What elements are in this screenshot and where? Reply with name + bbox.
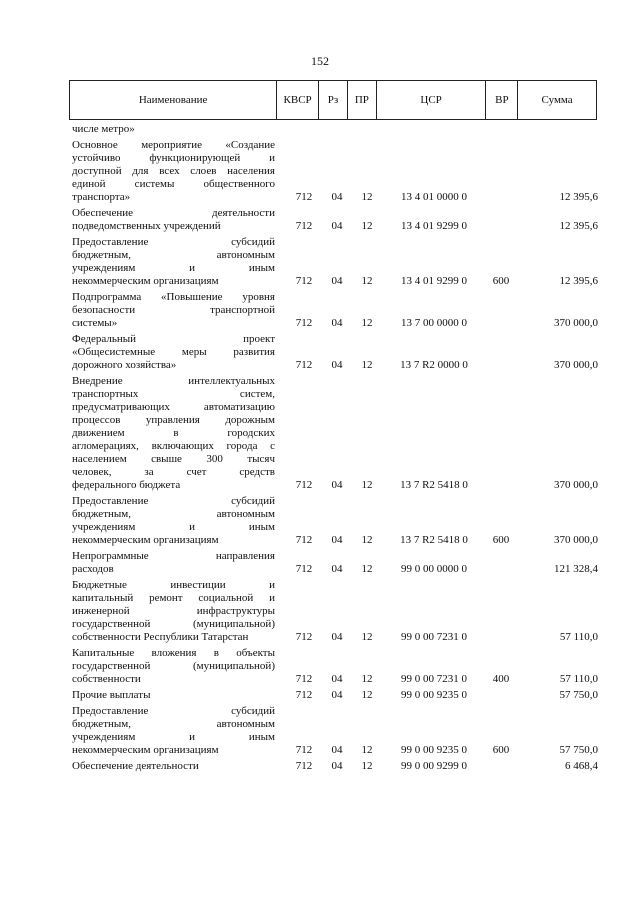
cell-kvsr: 712 xyxy=(295,317,313,329)
cell-name-line: предусматривающих автоматизацию xyxy=(72,401,275,413)
cell-sum: 370 000,0 xyxy=(554,317,598,329)
cell-vr: 600 xyxy=(492,744,510,756)
table-body xyxy=(72,123,598,776)
cell-name-line: Подпрограмма «Повышение уровня xyxy=(72,291,275,303)
cell-rz: 04 xyxy=(331,479,343,491)
cell-sum: 12 395,6 xyxy=(559,275,598,287)
cell-csr: 99 0 00 9235 0 xyxy=(401,689,467,701)
cell-vr: 600 xyxy=(492,275,510,287)
cell-rz: 04 xyxy=(331,673,343,685)
cell-name-line: Обеспечение деятельности xyxy=(72,207,275,219)
table-row xyxy=(72,375,598,492)
cell-rz: 04 xyxy=(331,760,343,772)
cell-sum: 370 000,0 xyxy=(554,534,598,546)
cell-name-line: единой системы общественного xyxy=(72,178,275,190)
cell-name-line: Основное мероприятие «Создание xyxy=(72,139,275,151)
cell-pr: 12 xyxy=(361,673,373,685)
cell-name xyxy=(72,705,275,757)
cell-rz: 04 xyxy=(331,689,343,701)
cell-sum: 57 750,0 xyxy=(559,744,598,756)
table-row xyxy=(72,139,598,204)
table-row xyxy=(72,495,598,547)
cell-csr: 13 7 R2 0000 0 xyxy=(400,359,468,371)
cell-sum: 12 395,6 xyxy=(559,220,598,232)
cell-kvsr: 712 xyxy=(295,191,313,203)
cell-name xyxy=(72,123,275,136)
cell-name xyxy=(72,760,275,773)
cell-csr: 13 7 R2 5418 0 xyxy=(400,534,468,546)
cell-name-line: агломерациях, включающих города с xyxy=(72,440,275,452)
cell-name-line: устойчиво функционирующей и xyxy=(72,152,275,164)
cell-sum: 6 468,4 xyxy=(565,760,598,772)
cell-rz: 04 xyxy=(331,220,343,232)
cell-name xyxy=(72,207,275,233)
cell-csr: 99 0 00 0000 0 xyxy=(401,563,467,575)
header-csr: ЦСР xyxy=(377,81,487,119)
table-row xyxy=(72,689,598,702)
cell-name-line: дорожного хозяйства» xyxy=(72,359,177,371)
cell-name-line: движением в городских xyxy=(72,427,275,439)
cell-name-line: собственности xyxy=(72,673,141,685)
cell-pr: 12 xyxy=(361,191,373,203)
cell-name-line: подведомственных учреждений xyxy=(72,220,221,232)
header-sum: Сумма xyxy=(541,94,573,106)
cell-kvsr: 712 xyxy=(295,275,313,287)
cell-rz: 04 xyxy=(331,744,343,756)
cell-name-line: Предоставление субсидий xyxy=(72,236,275,248)
cell-csr: 99 0 00 9299 0 xyxy=(401,760,467,772)
cell-name-line: безопасности транспортной xyxy=(72,304,275,316)
cell-name-line: бюджетным, автономным xyxy=(72,508,275,520)
cell-pr: 12 xyxy=(361,760,373,772)
cell-sum: 370 000,0 xyxy=(554,479,598,491)
cell-name-line: государственной (муниципальной) xyxy=(72,660,275,672)
table-row xyxy=(72,291,598,330)
header-kvsr: КВСР xyxy=(277,81,319,119)
cell-name xyxy=(72,375,275,492)
cell-name-line: федерального бюджета xyxy=(72,479,181,491)
cell-pr: 12 xyxy=(361,563,373,575)
cell-kvsr: 712 xyxy=(295,359,313,371)
cell-csr: 13 4 01 9299 0 xyxy=(401,275,467,287)
cell-name-line: доступной для всех слоев населения xyxy=(72,165,275,177)
row-gap xyxy=(72,773,598,776)
cell-name-line: учреждениям и иным xyxy=(72,262,275,274)
cell-pr: 12 xyxy=(361,317,373,329)
cell-rz: 04 xyxy=(331,359,343,371)
cell-name-line: Капитальные вложения в объекты xyxy=(72,647,275,659)
table-header xyxy=(69,80,597,120)
cell-sum: 57 110,0 xyxy=(559,631,598,643)
cell-kvsr: 712 xyxy=(295,673,313,685)
cell-sum: 12 395,6 xyxy=(559,191,598,203)
cell-vr: 400 xyxy=(492,673,510,685)
cell-name-line: собственности Республики Татарстан xyxy=(72,631,249,643)
cell-rz: 04 xyxy=(331,275,343,287)
table-row xyxy=(72,236,598,288)
cell-csr: 13 7 00 0000 0 xyxy=(401,317,467,329)
cell-name-line: Прочие выплаты xyxy=(72,689,151,701)
cell-sum: 121 328,4 xyxy=(554,563,598,575)
cell-csr: 99 0 00 9235 0 xyxy=(401,744,467,756)
cell-name-line: бюджетным, автономным xyxy=(72,718,275,730)
cell-name-line: бюджетным, автономным xyxy=(72,249,275,261)
header-pr: ПР xyxy=(348,81,377,119)
cell-name-line: транспортных систем, xyxy=(72,388,275,400)
table-row xyxy=(72,123,598,136)
cell-name-line: некоммерческим организациям xyxy=(72,275,219,287)
cell-kvsr: 712 xyxy=(295,220,313,232)
cell-name-line: Предоставление субсидий xyxy=(72,495,275,507)
cell-rz: 04 xyxy=(331,534,343,546)
cell-rz: 04 xyxy=(331,563,343,575)
cell-pr: 12 xyxy=(361,744,373,756)
cell-name-line: «Общесистемные меры развития xyxy=(72,346,275,358)
page-number: 152 xyxy=(311,54,329,68)
cell-rz: 04 xyxy=(331,317,343,329)
cell-name xyxy=(72,291,275,330)
cell-csr: 13 4 01 0000 0 xyxy=(401,191,467,203)
table-row xyxy=(72,760,598,773)
cell-name xyxy=(72,550,275,576)
cell-kvsr: 712 xyxy=(295,744,313,756)
cell-pr: 12 xyxy=(361,689,373,701)
cell-pr: 12 xyxy=(361,479,373,491)
cell-name xyxy=(72,236,275,288)
cell-name-line: Предоставление субсидий xyxy=(72,705,275,717)
cell-rz: 04 xyxy=(331,631,343,643)
cell-kvsr: 712 xyxy=(295,563,313,575)
cell-name-line: числе метро» xyxy=(72,123,135,135)
cell-csr: 13 4 01 9299 0 xyxy=(401,220,467,232)
cell-kvsr: 712 xyxy=(295,689,313,701)
table-row xyxy=(72,550,598,576)
cell-name-line: некоммерческим организациям xyxy=(72,744,219,756)
cell-kvsr: 712 xyxy=(295,534,313,546)
cell-name-line: капитальный ремонт социальной и xyxy=(72,592,275,604)
cell-name xyxy=(72,689,275,702)
cell-csr: 13 7 R2 5418 0 xyxy=(400,479,468,491)
cell-name xyxy=(72,495,275,547)
cell-name xyxy=(72,139,275,204)
cell-rz: 04 xyxy=(331,191,343,203)
cell-name-line: системы» xyxy=(72,317,118,329)
cell-name-line: учреждениям и иным xyxy=(72,521,275,533)
table-row xyxy=(72,333,598,372)
cell-pr: 12 xyxy=(361,220,373,232)
cell-name-line: Федеральный проект xyxy=(72,333,275,345)
cell-name-line: транспорта» xyxy=(72,191,131,203)
cell-name xyxy=(72,333,275,372)
cell-kvsr: 712 xyxy=(295,760,313,772)
cell-name-line: Обеспечение деятельности xyxy=(72,760,199,772)
cell-name-line: населением свыше 300 тысяч xyxy=(72,453,275,465)
cell-kvsr: 712 xyxy=(295,479,313,491)
cell-kvsr: 712 xyxy=(295,631,313,643)
cell-name-line: расходов xyxy=(72,563,114,575)
table-row xyxy=(72,579,598,644)
header-name: Наименование xyxy=(70,81,277,119)
cell-name-line: некоммерческим организациям xyxy=(72,534,219,546)
cell-pr: 12 xyxy=(361,359,373,371)
cell-csr: 99 0 00 7231 0 xyxy=(401,631,467,643)
header-vr: ВР xyxy=(486,81,518,119)
cell-name-line: процессов управления дорожным xyxy=(72,414,275,426)
cell-name xyxy=(72,647,275,686)
cell-sum: 370 000,0 xyxy=(554,359,598,371)
cell-vr: 600 xyxy=(492,534,510,546)
table-row xyxy=(72,705,598,757)
cell-name-line: Непрограммные направления xyxy=(72,550,275,562)
cell-name xyxy=(72,579,275,644)
table-row xyxy=(72,647,598,686)
cell-name-line: человек, за счет средств xyxy=(72,466,275,478)
table-row xyxy=(72,207,598,233)
cell-pr: 12 xyxy=(361,534,373,546)
cell-name-line: Бюджетные инвестиции и xyxy=(72,579,275,591)
cell-sum: 57 750,0 xyxy=(559,689,598,701)
cell-csr: 99 0 00 7231 0 xyxy=(401,673,467,685)
cell-sum: 57 110,0 xyxy=(559,673,598,685)
cell-name-line: инженерной инфраструктуры xyxy=(72,605,275,617)
cell-name-line: государственной (муниципальной) xyxy=(72,618,275,630)
cell-name-line: Внедрение интеллектуальных xyxy=(72,375,275,387)
cell-pr: 12 xyxy=(361,631,373,643)
cell-pr: 12 xyxy=(361,275,373,287)
header-rz: Рз xyxy=(319,81,348,119)
cell-name-line: учреждениям и иным xyxy=(72,731,275,743)
